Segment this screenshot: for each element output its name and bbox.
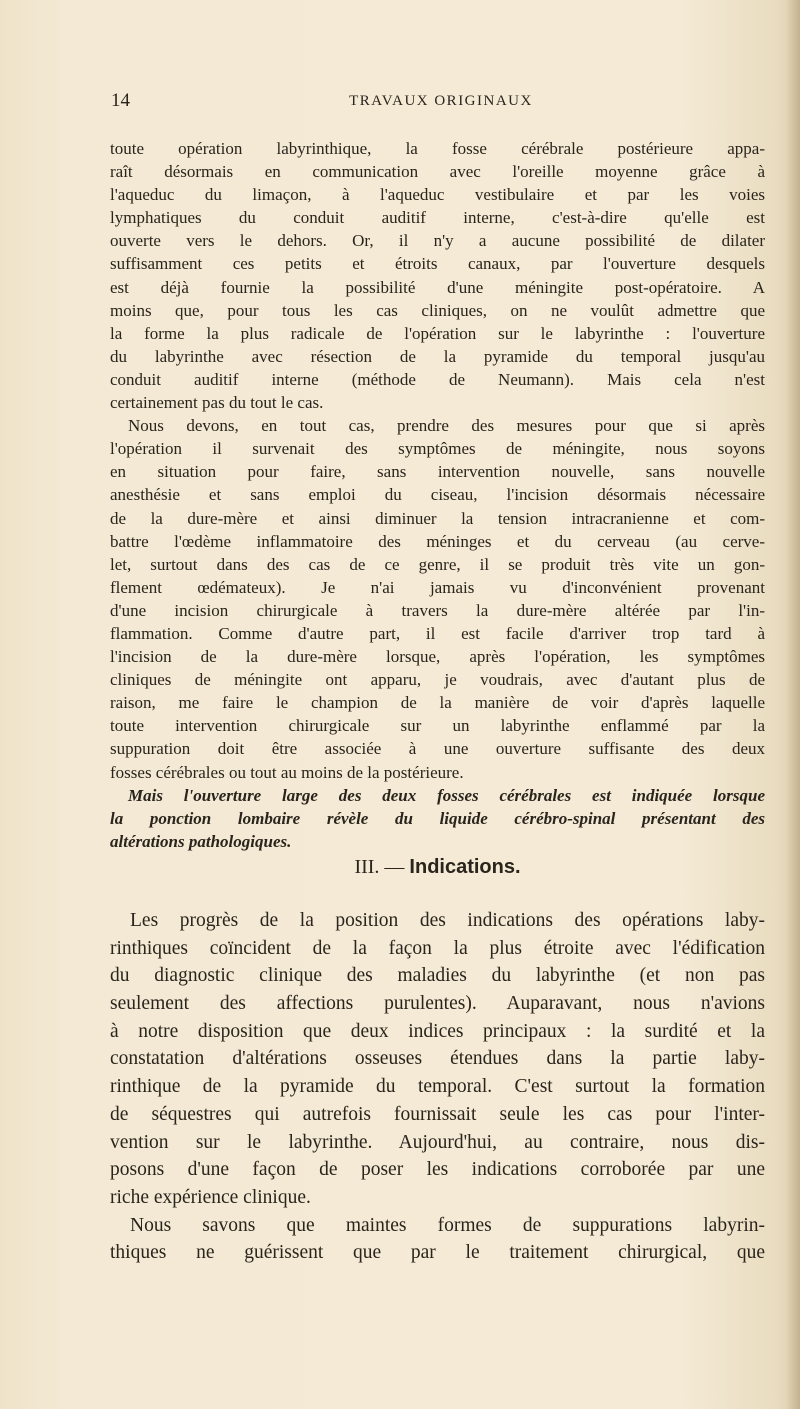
section-heading: [110, 856, 765, 879]
body-line: fosses cérébrales ou tout au moins de la postérieure.: [110, 762, 464, 782]
body-line: battre l'œdème inflammatoire des méninges et du cerveau (au cerve-: [110, 531, 765, 551]
body-line: la forme la plus radicale de l'opération sur le labyrinthe : l'ouverture: [110, 323, 765, 343]
section-line: riche expérience clinique.: [110, 1186, 311, 1208]
body-line: l'incision de la dure-mère lorsque, après l'opération, les symptômes: [110, 647, 765, 667]
body-line: l'aqueduc du limaçon, à l'aqueduc vestibulaire et par les voies: [110, 185, 765, 205]
section-line: posons d'une façon de poser les indications corroborée par une: [110, 1159, 765, 1181]
section-line: seulement des affections purulentes). Auparavant, nous n'avions: [110, 993, 765, 1015]
body-line: ouverte vers le dehors. Or, il n'y a aucune possibilité de dilater: [110, 231, 765, 251]
body-line: flammation. Comme d'autre part, il est facile d'arriver trop tard à: [110, 623, 765, 643]
section-line: Les progrès de la position des indications des opérations laby-: [130, 910, 765, 931]
emphasis-line: Mais l'ouverture large des deux fosses cérébrales est indiquée lorsque: [128, 785, 765, 805]
section-line: de séquestres qui autrefois fournissait seule les cas pour l'inter-: [110, 1103, 765, 1125]
body-line: raît désormais en communication avec l'oreille moyenne grâce à: [110, 162, 765, 182]
body-line: let, surtout dans des cas de ce genre, il se produit très vite un gon-: [110, 554, 765, 574]
section-line: Nous savons que maintes formes de suppurations labyrin-: [130, 1214, 765, 1236]
body-line: suffisamment ces petits et étroits canaux, par l'ouverture desquels: [110, 254, 765, 274]
body-line: de la dure-mère et ainsi diminuer la tension intracranienne et com-: [110, 508, 765, 528]
body-line: cliniques de méningite ont apparu, je voudrais, avec d'autant plus de: [110, 670, 765, 690]
body-line: lymphatiques du conduit auditif interne, c'est-à-dire qu'elle est: [110, 208, 765, 228]
body-line: est déjà fournie la possibilité d'une méningite post-opératoire. A: [110, 277, 765, 297]
body-line: raison, me faire le champion de la manière de voir d'après laquelle: [110, 693, 765, 713]
body-line: d'une incision chirurgicale à travers la dure-mère altérée par l'in-: [110, 600, 765, 620]
section-line: vention sur le labyrinthe. Aujourd'hui, au contraire, nous dis-: [110, 1131, 765, 1153]
body-line: toute opération labyrinthique, la fosse cérébrale postérieure appa-: [110, 139, 765, 158]
section-number: III. —: [354, 856, 405, 878]
body-line: conduit auditif interne (méthode de Neumann). Mais cela n'est: [110, 369, 765, 389]
emphasis-line: la ponction lombaire révèle du liquide cérébro-spinal présentant des: [110, 808, 765, 828]
running-title: TRAVAUX ORIGINAUX: [349, 93, 533, 109]
body-line: anesthésie et sans emploi du ciseau, l'incision désormais nécessaire: [110, 485, 765, 505]
page-header: [111, 90, 771, 116]
body-line: moins que, pour tous les cas cliniques, on ne voulût admettre que: [110, 300, 765, 320]
body-line: Nous devons, en tout cas, prendre des mesures pour que si après: [128, 416, 765, 436]
section-text-block: [110, 907, 765, 1267]
section-line: rinthique de la pyramide du temporal. C'est surtout la formation: [110, 1076, 765, 1098]
page-edge-shadow: [786, 0, 800, 1409]
body-line: certainement pas du tout le cas.: [110, 393, 324, 413]
body-line: suppuration doit être associée à une ouverture suffisante des deux: [110, 739, 765, 759]
section-line: du diagnostic clinique des maladies du labyrinthe (et non pas: [110, 965, 765, 987]
section-line: à notre disposition que deux indices principaux : la surdité et la: [110, 1020, 765, 1042]
body-line: l'opération il survenait des symptômes de méningite, nous soyons: [110, 439, 765, 459]
body-line: flement œdémateux). Je n'ai jamais vu d'inconvénient provenant: [110, 577, 765, 597]
body-line: en situation pour faire, sans intervention nouvelle, sans nouvelle: [110, 462, 765, 482]
body-line: du labyrinthe avec résection de la pyramide du temporal jusqu'au: [110, 346, 765, 366]
body-line: toute intervention chirurgicale sur un labyrinthe enflammé par la: [110, 716, 765, 736]
section-line: constatation d'altérations osseuses étendues dans la partie laby-: [110, 1048, 765, 1070]
section-title: Indications.: [409, 856, 521, 878]
page-number: 14: [111, 90, 130, 111]
body-text-block: [110, 137, 765, 853]
emphasis-line: altérations pathologiques.: [110, 831, 292, 851]
section-line: rinthiques coïncident de la façon la plus étroite avec l'édification: [110, 937, 765, 959]
section-line: thiques ne guérissent que par le traitement chirurgical, que: [110, 1242, 765, 1264]
